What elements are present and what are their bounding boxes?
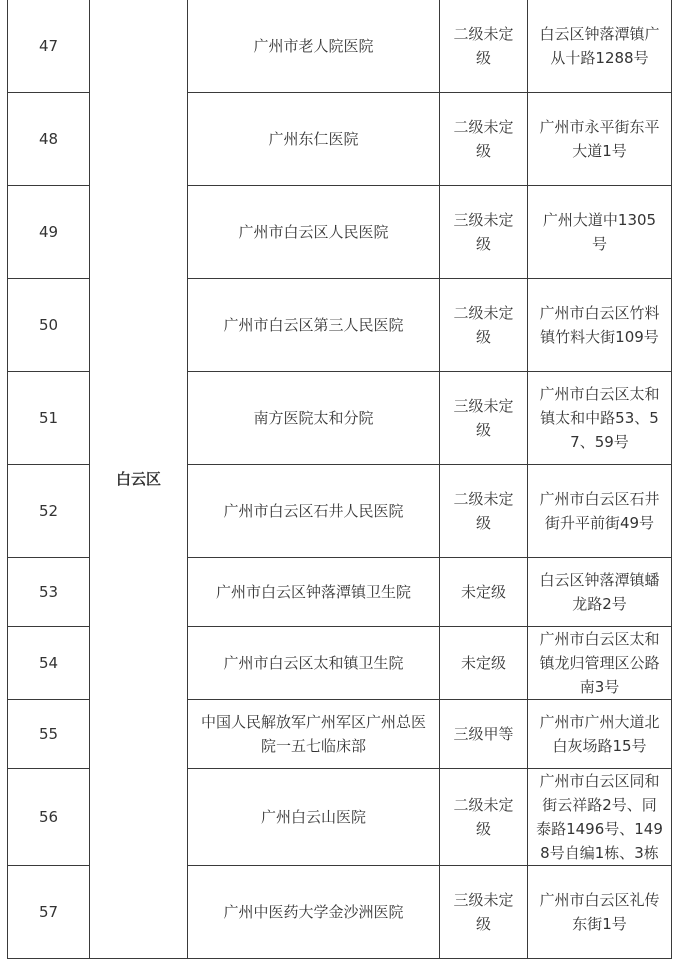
row-number: 56 xyxy=(8,769,90,866)
hospital-name: 广州中医药大学金沙洲医院 xyxy=(188,866,440,959)
hospital-level: 三级甲等 xyxy=(440,700,528,769)
row-number: 51 xyxy=(8,372,90,465)
hospital-level: 二级未定级 xyxy=(440,0,528,93)
row-number: 55 xyxy=(8,700,90,769)
hospital-name: 中国人民解放军广州军区广州总医院一五七临床部 xyxy=(188,700,440,769)
hospital-level: 三级未定级 xyxy=(440,372,528,465)
hospital-address: 白云区钟落潭镇广从十路1288号 xyxy=(528,0,672,93)
district-cell: 白云区 xyxy=(90,0,188,959)
row-number: 47 xyxy=(8,0,90,93)
hospital-name: 广州市老人院医院 xyxy=(188,0,440,93)
hospital-name: 广州市白云区第三人民医院 xyxy=(188,279,440,372)
hospital-address: 广州市白云区竹料镇竹料大街109号 xyxy=(528,279,672,372)
hospital-address: 广州市白云区太和镇太和中路53、57、59号 xyxy=(528,372,672,465)
hospital-address: 广州市广州大道北白灰场路15号 xyxy=(528,700,672,769)
hospital-level: 二级未定级 xyxy=(440,93,528,186)
hospital-name: 广州白云山医院 xyxy=(188,769,440,866)
hospital-table xyxy=(7,0,672,959)
hospital-address: 广州市永平街东平大道1号 xyxy=(528,93,672,186)
hospital-name: 广州市白云区人民医院 xyxy=(188,186,440,279)
hospital-level: 未定级 xyxy=(440,627,528,700)
hospital-level: 二级未定级 xyxy=(440,279,528,372)
hospital-name: 广州东仁医院 xyxy=(188,93,440,186)
hospital-name: 南方医院太和分院 xyxy=(188,372,440,465)
hospital-address: 广州市白云区太和镇龙归管理区公路南3号 xyxy=(528,627,672,700)
row-number: 53 xyxy=(8,558,90,627)
row-number: 57 xyxy=(8,866,90,959)
hospital-name: 广州市白云区钟落潭镇卫生院 xyxy=(188,558,440,627)
hospital-name: 广州市白云区太和镇卫生院 xyxy=(188,627,440,700)
hospital-address: 白云区钟落潭镇蟠龙路2号 xyxy=(528,558,672,627)
row-number: 48 xyxy=(8,93,90,186)
hospital-address: 广州市白云区礼传东街1号 xyxy=(528,866,672,959)
hospital-address: 广州市白云区石井街升平前街49号 xyxy=(528,465,672,558)
hospital-name: 广州市白云区石井人民医院 xyxy=(188,465,440,558)
row-number: 52 xyxy=(8,465,90,558)
hospital-level: 二级未定级 xyxy=(440,769,528,866)
hospital-level: 未定级 xyxy=(440,558,528,627)
hospital-address: 广州市白云区同和街云祥路2号、同泰路1496号、1498号自编1栋、3栋 xyxy=(528,769,672,866)
hospital-address: 广州大道中1305号 xyxy=(528,186,672,279)
hospital-level: 三级未定级 xyxy=(440,866,528,959)
table-row xyxy=(8,0,672,93)
hospital-level: 二级未定级 xyxy=(440,465,528,558)
row-number: 54 xyxy=(8,627,90,700)
row-number: 49 xyxy=(8,186,90,279)
hospital-level: 三级未定级 xyxy=(440,186,528,279)
row-number: 50 xyxy=(8,279,90,372)
